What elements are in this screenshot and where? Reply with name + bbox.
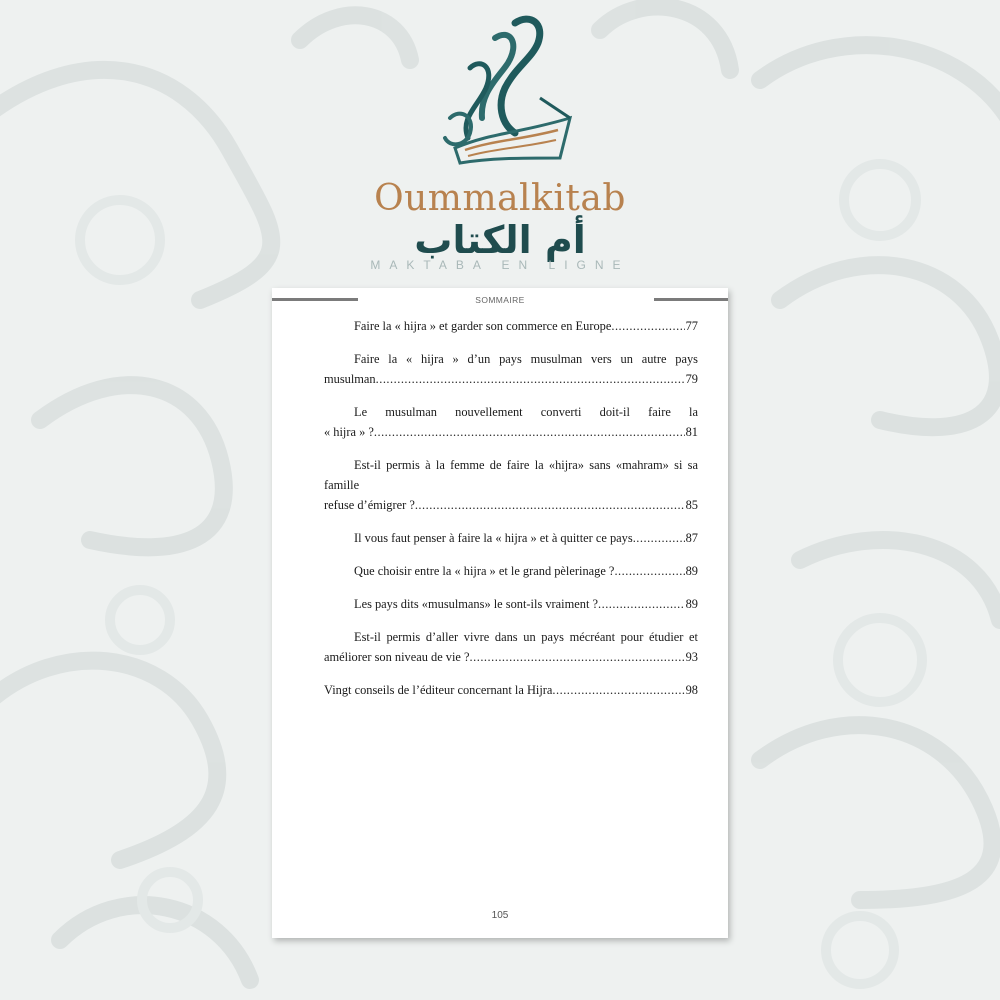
table-of-contents bbox=[324, 316, 698, 713]
toc-entry bbox=[324, 561, 698, 581]
toc-entry-title: Il vous faut penser à faire la « hijra » et à quitter ce pays bbox=[354, 531, 633, 545]
toc-entry-leader-line bbox=[324, 680, 698, 700]
toc-entry-title: Vingt conseils de l’éditeur concernant la Hijra bbox=[324, 683, 553, 697]
brand-arabic-name: أم الكتاب bbox=[414, 218, 586, 262]
brand-tagline: MAKTABA EN LIGNE bbox=[370, 258, 630, 272]
toc-entry-title: musulman bbox=[324, 372, 376, 386]
dot-leader bbox=[633, 528, 685, 548]
toc-entry-title: Que choisir entre la « hijra » et le grand pèlerinage ? bbox=[354, 564, 615, 578]
header-rule-right bbox=[654, 298, 728, 301]
toc-entry-page-number: 89 bbox=[685, 564, 698, 578]
calligraphy-book-emblem-icon bbox=[420, 8, 590, 178]
toc-entry bbox=[324, 316, 698, 336]
dot-leader bbox=[611, 316, 684, 336]
dot-leader bbox=[374, 422, 685, 442]
toc-entry bbox=[324, 349, 698, 389]
toc-entry-text-line: Faire la « hijra » d’un pays musulman vers un autre pays bbox=[354, 352, 698, 366]
toc-entry-leader-line bbox=[324, 422, 698, 442]
dot-leader bbox=[614, 561, 684, 581]
book-page bbox=[272, 288, 728, 938]
dot-leader bbox=[470, 647, 685, 667]
page-header-title: SOMMAIRE bbox=[475, 295, 525, 305]
toc-entry-page-number: 89 bbox=[685, 597, 698, 611]
toc-entry bbox=[324, 594, 698, 614]
toc-entry-leader-line bbox=[324, 528, 698, 548]
toc-entry bbox=[324, 528, 698, 548]
toc-entry-text-line: Est-il permis à la femme de faire la «hijra» sans «mahram» si sa famille bbox=[324, 458, 698, 492]
toc-entry-page-number: 79 bbox=[685, 372, 698, 386]
toc-entry-leader-line bbox=[324, 369, 698, 389]
toc-entry-leader-line bbox=[324, 316, 698, 336]
toc-entry-text-line: Le musulman nouvellement converti doit-il faire la bbox=[354, 405, 698, 419]
toc-entry bbox=[324, 402, 698, 442]
toc-entry-page-number: 77 bbox=[685, 319, 698, 333]
toc-entry-title: « hijra » ? bbox=[324, 425, 374, 439]
toc-entry-title: Les pays dits «musulmans» le sont-ils vraiment ? bbox=[354, 597, 598, 611]
toc-entry-page-number: 93 bbox=[685, 650, 698, 664]
toc-entry-leader-line bbox=[324, 594, 698, 614]
toc-entry-leader-line bbox=[324, 495, 698, 515]
toc-entry-leader-line bbox=[324, 561, 698, 581]
toc-entry-page-number: 98 bbox=[685, 683, 698, 697]
toc-entry bbox=[324, 680, 698, 700]
toc-entry-text-line: Est-il permis d’aller vivre dans un pays mécréant pour étudier et bbox=[354, 630, 698, 644]
toc-entry-leader-line bbox=[324, 647, 698, 667]
toc-entry-title: améliorer son niveau de vie ? bbox=[324, 650, 470, 664]
toc-entry-page-number: 81 bbox=[685, 425, 698, 439]
brand-logo bbox=[0, 0, 1000, 290]
toc-entry-title: refuse d’émigrer ? bbox=[324, 498, 415, 512]
toc-entry bbox=[324, 627, 698, 667]
toc-entry bbox=[324, 455, 698, 515]
dot-leader bbox=[376, 369, 685, 389]
toc-entry-page-number: 85 bbox=[685, 498, 698, 512]
dot-leader bbox=[552, 680, 684, 700]
toc-entry-title: Faire la « hijra » et garder son commerce en Europe bbox=[354, 319, 612, 333]
page-number: 105 bbox=[491, 910, 509, 921]
brand-name: Oummalkitab bbox=[374, 178, 626, 219]
dot-leader bbox=[598, 594, 685, 614]
toc-entry-page-number: 87 bbox=[685, 531, 698, 545]
dot-leader bbox=[415, 495, 685, 515]
